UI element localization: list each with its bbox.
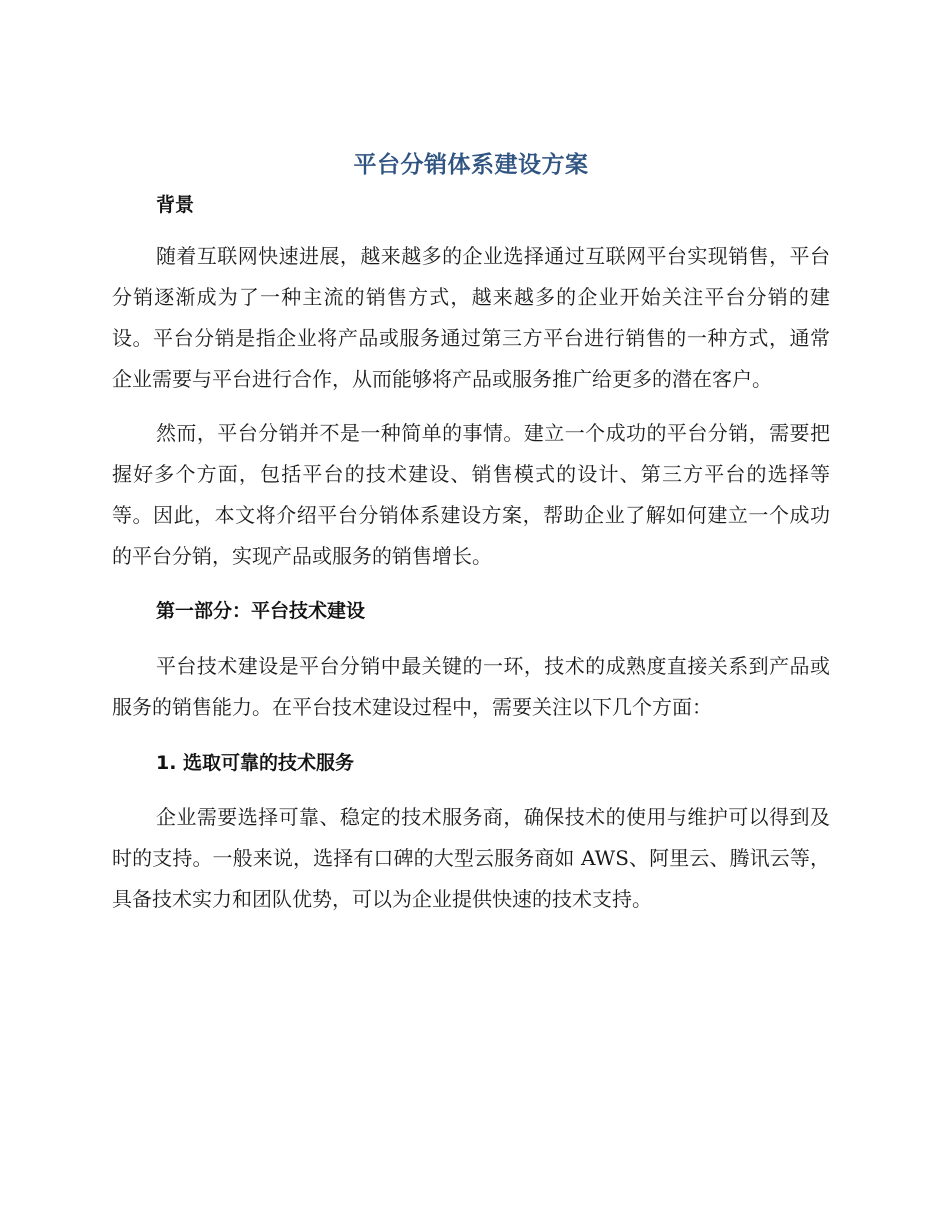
paragraph-background-2: 然而，平台分销并不是一种简单的事情。建立一个成功的平台分销，需要把握好多个方面，包括平台的技术建设、销售模式的设计、第三方平台的选择等等。因此，本文将介绍平台分销体系建设方案，帮助企业了解如何建立一个成功的平台分销，实现产品或服务的销售增长。 [112, 421, 830, 568]
section-heading-part1: 第一部分：平台技术建设 [156, 600, 366, 622]
section-heading-background: 背景 [156, 194, 195, 216]
document-page [112, 146, 830, 920]
paragraph-part1-1: 平台技术建设是平台分销中最关键的一环，技术的成熟度直接关系到产品或服务的销售能力。在平台技术建设过程中，需要关注以下几个方面： [112, 654, 830, 719]
paragraph-background-1: 随着互联网快速进展，越来越多的企业选择通过互联网平台实现销售，平台分销逐渐成为了一种主流的销售方式，越来越多的企业开始关注平台分销的建设。平台分销是指企业将产品或服务通过第三方平台进行销售的一种方式，通常企业需要与平台进行合作，从而能够将产品或服务推广给更多的潜在客户。 [112, 244, 830, 391]
document-title: 平台分销体系建设方案 [353, 152, 589, 178]
subheading-item1: 1. 选取可靠的技术服务 [156, 752, 355, 774]
paragraph-item1-1: 企业需要选择可靠、稳定的技术服务商，确保技术的使用与维护可以得到及时的支持。一般来说，选择有口碑的大型云服务商如 AWS、阿里云、腾讯云等，具备技术实力和团队优势，可以为企业提供快速的技术支持。 [112, 805, 830, 911]
